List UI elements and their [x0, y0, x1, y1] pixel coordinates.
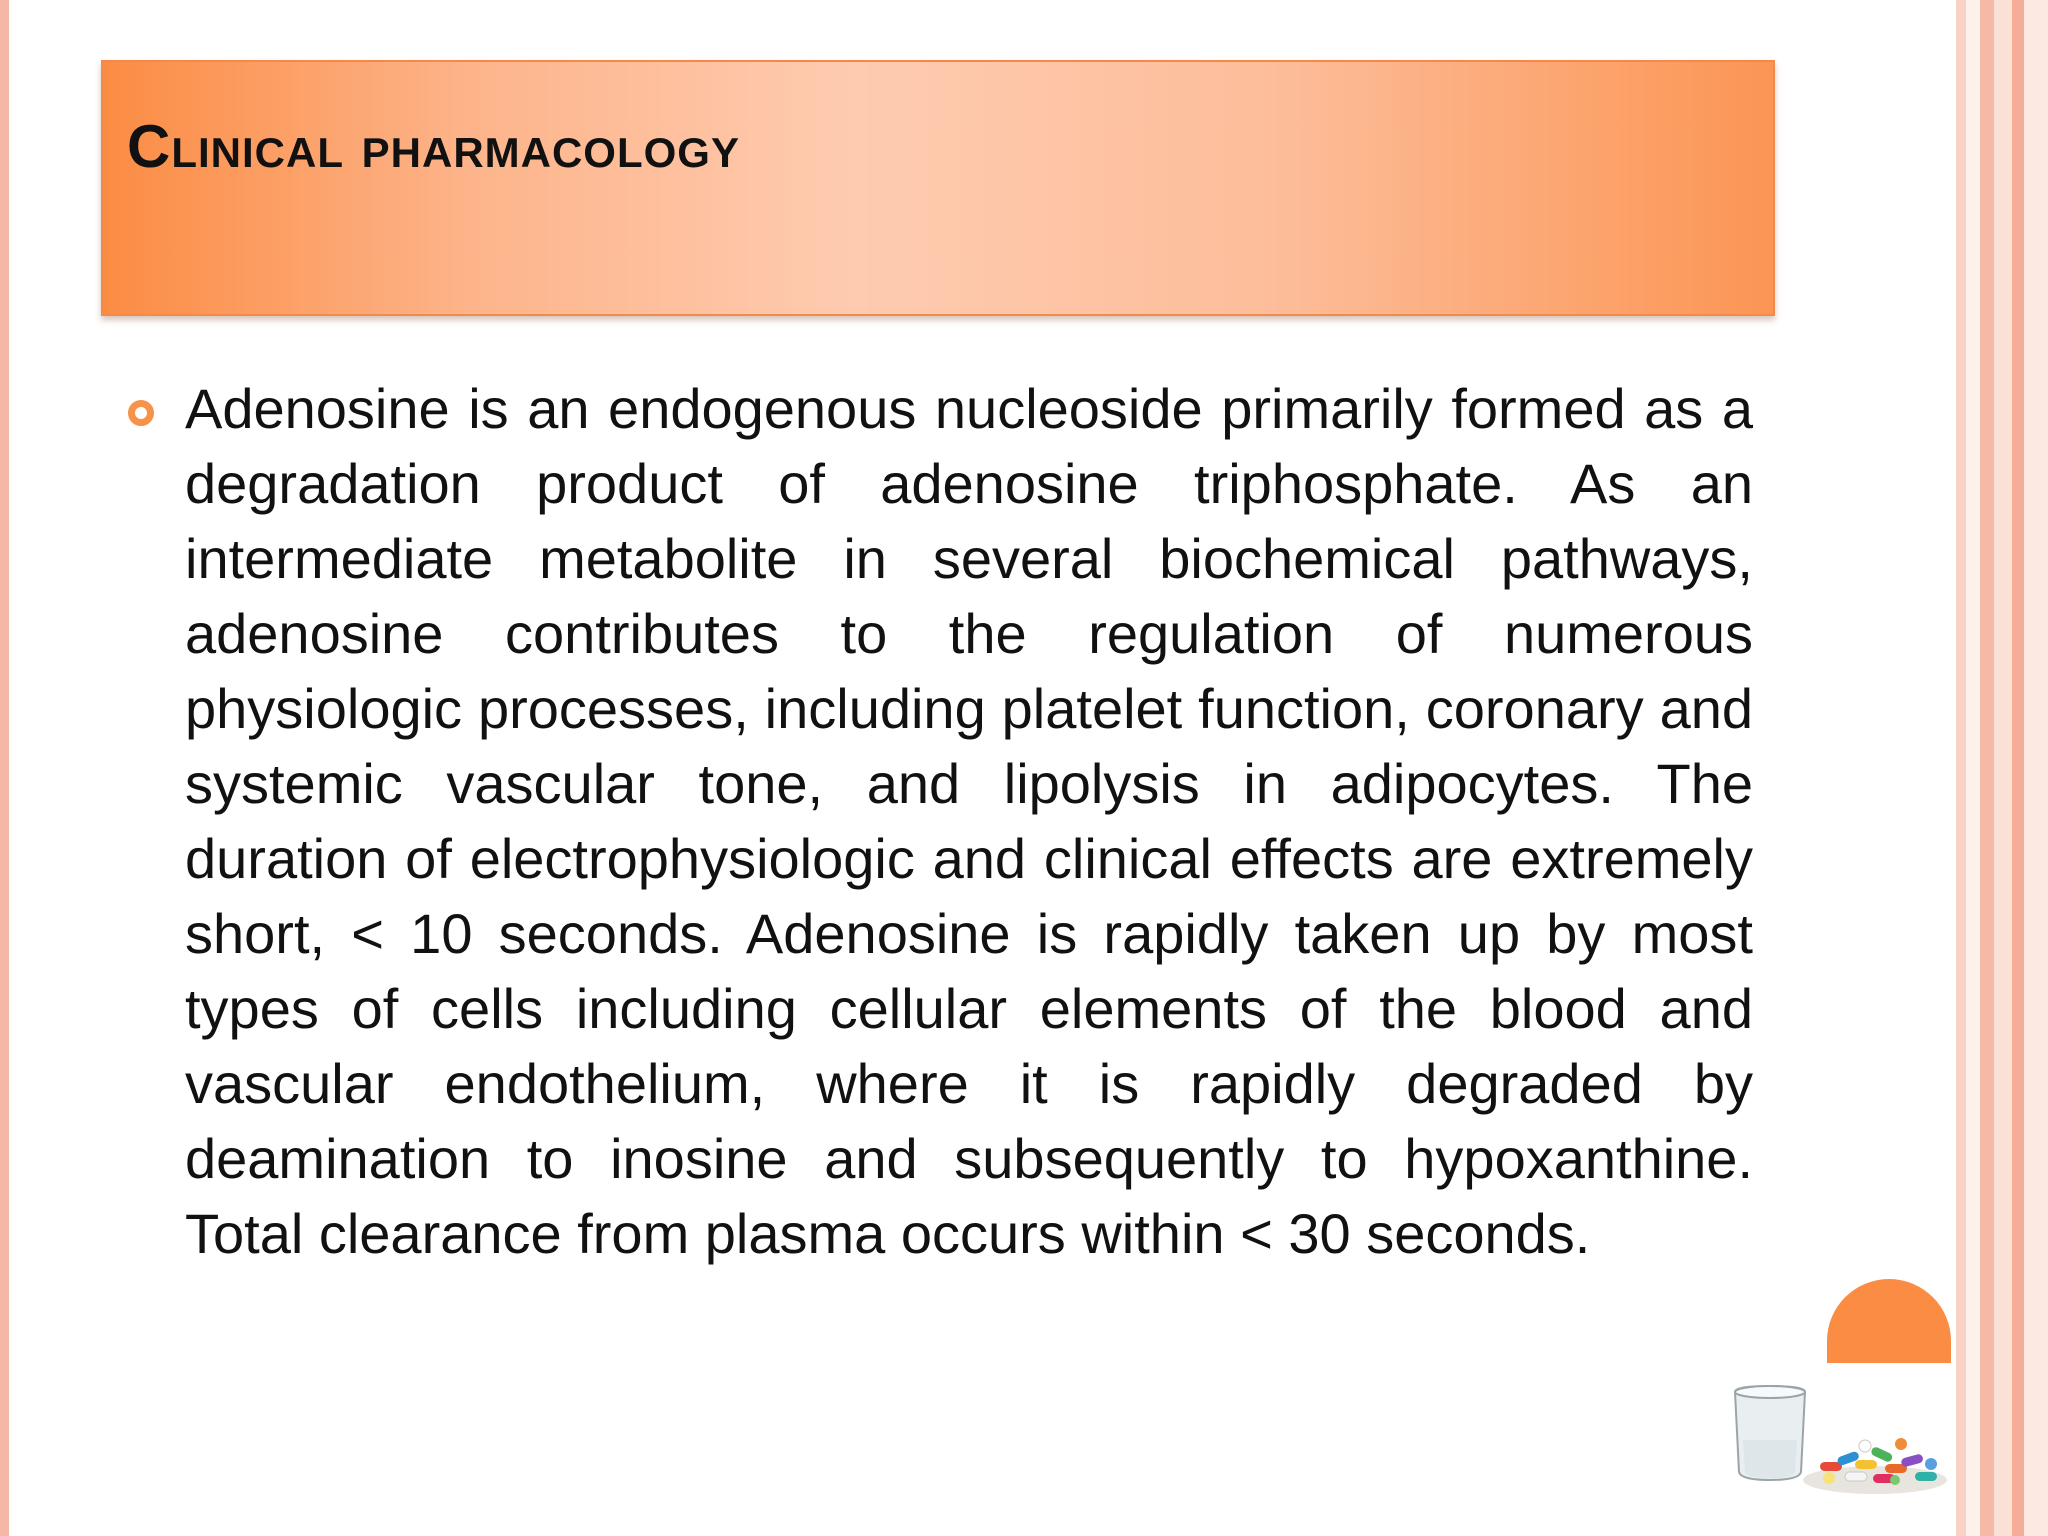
right-border-stripe	[1966, 0, 1980, 1536]
slide-title: Clinical pharmacology	[127, 113, 740, 180]
ring-bullet-icon	[128, 400, 154, 426]
left-border-stripe	[0, 0, 9, 1536]
orange-half-circle	[1827, 1279, 1951, 1363]
right-border-stripe	[1956, 0, 1966, 1536]
glass-and-pills-icon	[1725, 1380, 1950, 1500]
right-border-stripe	[2012, 0, 2024, 1536]
body-paragraph: Adenosine is an endogenous nucleoside primarily formed as a degradation product of adenosine triphosphate. As an intermediate metabolite in several biochemical pathways, adenosine contributes to the regulation of numerous physiologic processes, including platelet function, coronary and systemic vascular tone, and lipolysis in adipocytes. The duration of electrophysiologic and clinical effects are extremely short, < 10 seconds. Adenosine is rapidly taken up by most types of cells including cellular elements of the blood and vascular endothelium, where it is rapidly degraded by deamination to inosine and subsequently to hypoxanthine. Total clearance from plasma occurs within < 30 seconds.	[185, 377, 1753, 1265]
right-border-stripe	[1994, 0, 2012, 1536]
right-border-stripe	[1980, 0, 1994, 1536]
right-border-stripe	[2024, 0, 2048, 1536]
title-band	[101, 60, 1775, 316]
